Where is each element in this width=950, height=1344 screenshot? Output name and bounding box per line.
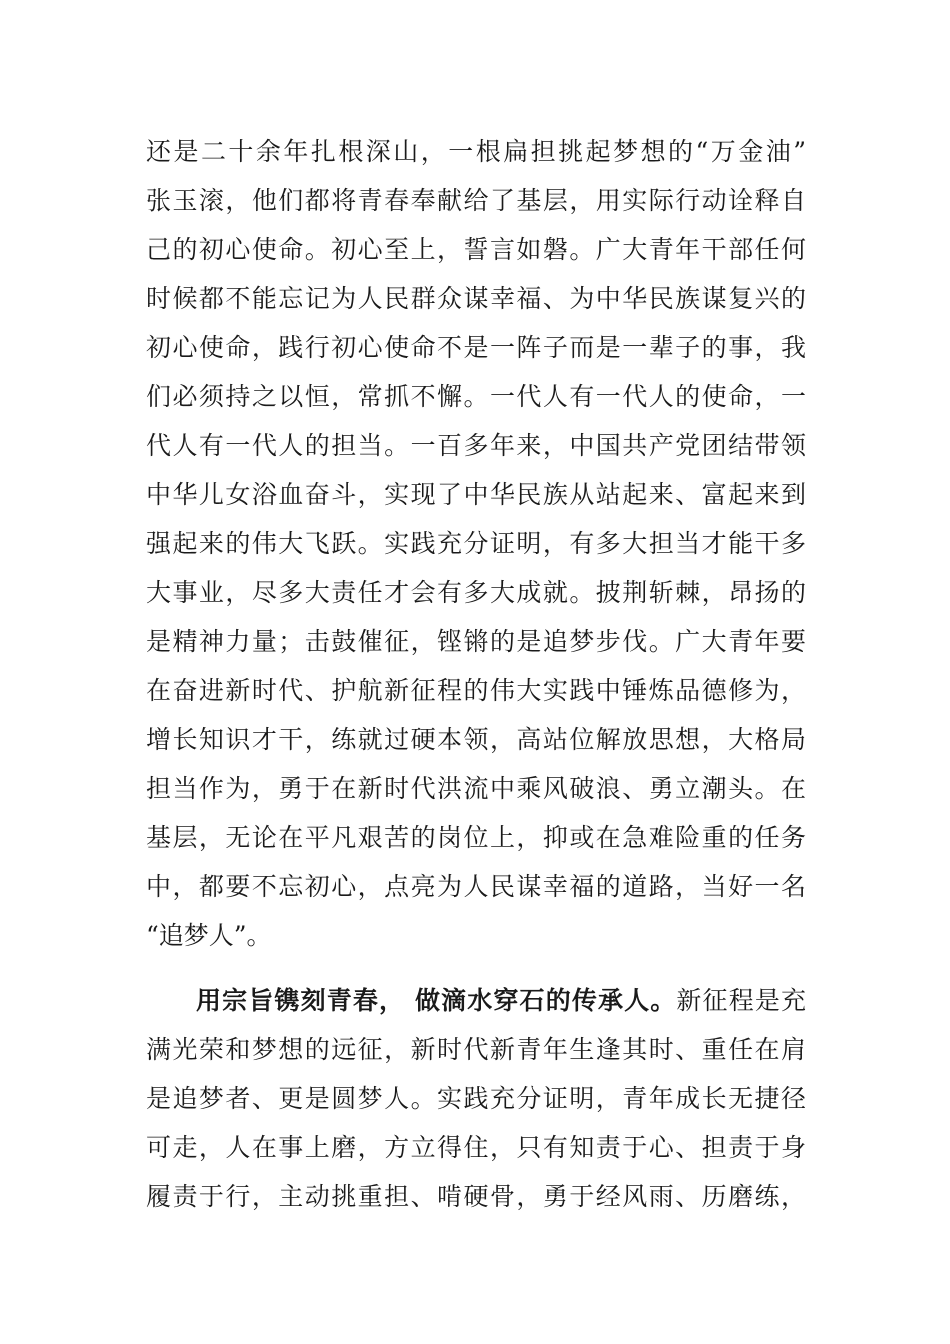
text-line: 是精神力量；击鼓催征，铿锵的是追梦步伐。广大青年要: [146, 627, 806, 656]
text-line: 是追梦者、更是圆梦人。实践充分证明，青年成长无捷径: [146, 1084, 806, 1113]
text-line: “追梦人”。: [146, 921, 272, 950]
text-line: 代人有一代人的担当。一百多年来，中国共产党团结带领: [146, 431, 806, 460]
text-line: 增长知识才干，练就过硬本领，高站位解放思想，大格局: [146, 725, 806, 754]
text-line: 履责于行，主动挑重担、啃硬骨，勇于经风雨、历磨练，: [146, 1182, 806, 1211]
section-heading: 用宗旨镌刻青春， 做滴水穿石的传承人。: [196, 986, 677, 1015]
paragraph-2-first-line: [146, 976, 806, 1025]
heading-followup-text: 新征程是充: [676, 986, 806, 1015]
text-line: 强起来的伟大飞跃。实践充分证明，有多大担当才能干多: [146, 529, 806, 558]
text-line: 们必须持之以恒，常抓不懈。一代人有一代人的使命，一: [146, 382, 806, 411]
text-line: 张玉滚，他们都将青春奉献给了基层，用实际行动诠释自: [146, 186, 806, 215]
text-line: 可走，人在事上磨，方立得住，只有知责于心、担责于身: [146, 1133, 806, 1162]
document-body: [146, 127, 806, 1221]
text-line: 中华儿女浴血奋斗，实现了中华民族从站起来、富起来到: [146, 480, 806, 509]
paragraph-2: [146, 976, 806, 1221]
paragraph-1: [146, 127, 806, 960]
text-line: 在奋进新时代、护航新征程的伟大实践中锤炼品德修为，: [146, 676, 806, 705]
text-line: 时候都不能忘记为人民群众谋幸福、为中华民族谋复兴的: [146, 284, 806, 313]
text-line: 基层，无论在平凡艰苦的岗位上，抑或在急难险重的任务: [146, 823, 806, 852]
text-line: 担当作为，勇于在新时代洪流中乘风破浪、勇立潮头。在: [146, 774, 806, 803]
text-line: 中，都要不忘初心，点亮为人民谋幸福的道路，当好一名: [146, 872, 806, 901]
text-line: 还是二十余年扎根深山，一根扁担挑起梦想的“万金油”: [146, 137, 806, 166]
paragraph-gap: [146, 960, 806, 976]
text-line: 大事业，尽多大责任才会有多大成就。披荆斩棘，昂扬的: [146, 578, 806, 607]
text-line: 己的初心使命。初心至上，誓言如磐。广大青年干部任何: [146, 235, 806, 264]
text-line: 初心使命，践行初心使命不是一阵子而是一辈子的事，我: [146, 333, 806, 362]
text-line: 满光荣和梦想的远征，新时代新青年生逢其时、重任在肩: [146, 1035, 806, 1064]
